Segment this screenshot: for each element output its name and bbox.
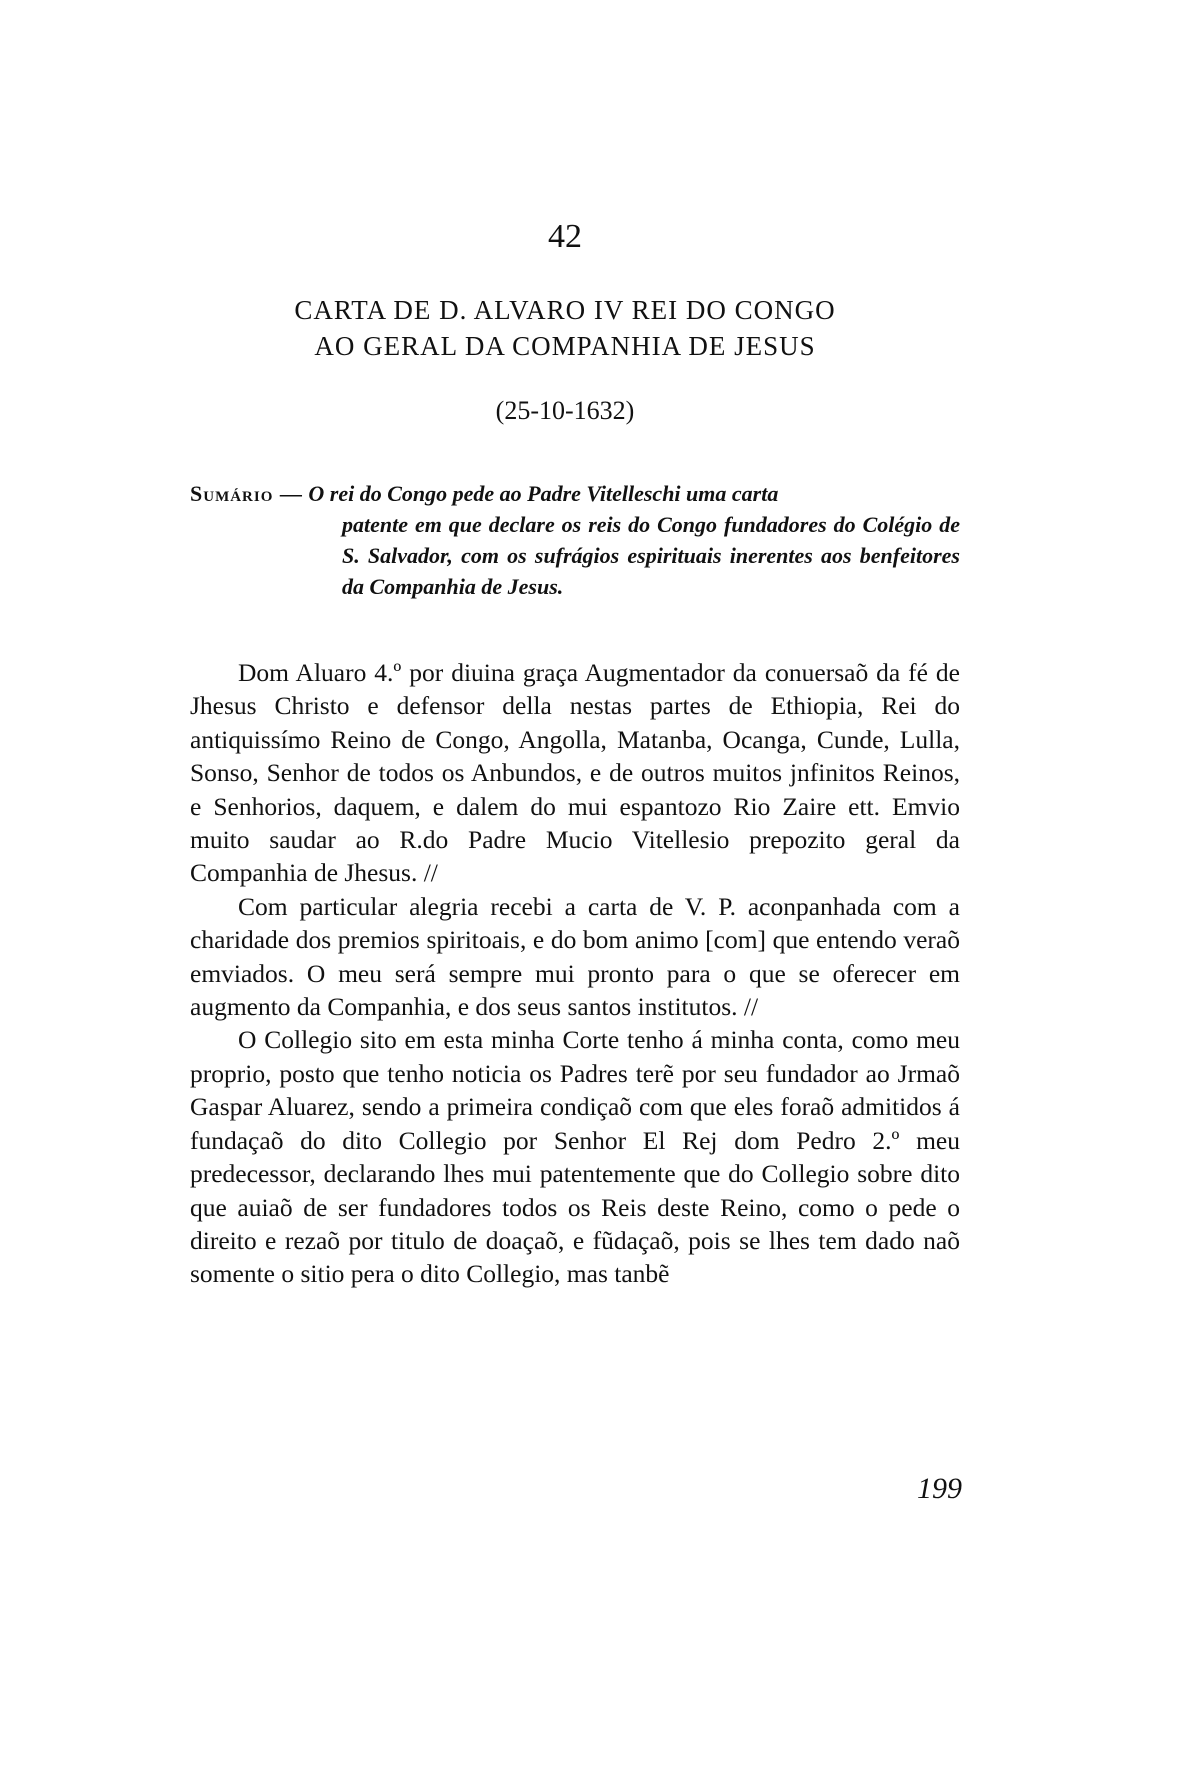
title-line-2: AO GERAL DA COMPANHIA DE JESUS	[314, 331, 816, 361]
paragraph-1: Dom Aluaro 4.º por diuina graça Augmentador da conuersaõ da fé de Jhesus Christo e defensor della nestas partes de Ethiopia, Rei do antiquissímo Reino de Congo, Angolla, Matanba, Ocanga, Cunde, Lulla, Sonso, Senhor de todos os Anbundos, e de outros muitos jnfinitos Reinos, e Senhorios, daquem, e dalem do mui espantozo Rio Zaire ett. Emvio muito saudar ao R.do Padre Mucio Vitellesio prepozito geral da Companhia de Jhesus. //	[190, 658, 960, 888]
summary-block	[190, 478, 960, 602]
paragraph-3: O Collegio sito em esta minha Corte tenho á minha conta, como meu proprio, posto que tenho noticia os Padres terẽ por seu fundador ao Jrmaõ Gaspar Aluarez, sendo a primeira condiçaõ com que eles foraõ admitidos á fundaçaõ do dito Collegio por Senhor El Rej dom Pedro 2.º meu predecessor, declarando lhes mui patentemente que do Collegio sobre dito que auiaõ de ser fundadores todos os Reis deste Reino, como o pede o direito e rezaõ por titulo de doaçaõ, e fũdaçaõ, pois se lhes tem dado naõ somente o sitio pera o dito Collegio, mas tanbẽ	[190, 1025, 960, 1289]
summary-label: Sumário —	[190, 481, 303, 506]
document-title	[0, 292, 1130, 364]
document-number: 42	[548, 218, 582, 255]
paragraph-2: Com particular alegria recebi a carta de V. P. aconpanhada com a charidade dos premios spiritoais, e do bom animo [com] que entendo veraõ emviados. O meu será sempre mui pronto para o que se oferecer em augmento da Companhia, e dos seus santos institutos. //	[190, 891, 960, 1022]
page-number: 199	[917, 1472, 962, 1505]
letter-body	[190, 656, 960, 1291]
title-line-1: CARTA DE D. ALVARO IV REI DO CONGO	[294, 295, 836, 325]
summary-rest: patente em que declare os reis do Congo fundadores do Colégio de S. Salvador, com os sufrágios espirituais inerentes aos benfeitores da Companhia de Jesus.	[342, 512, 960, 599]
summary-line-1: O rei do Congo pede ao Padre Vitelleschi uma carta	[308, 481, 779, 506]
document-date: (25-10-1632)	[495, 396, 635, 425]
